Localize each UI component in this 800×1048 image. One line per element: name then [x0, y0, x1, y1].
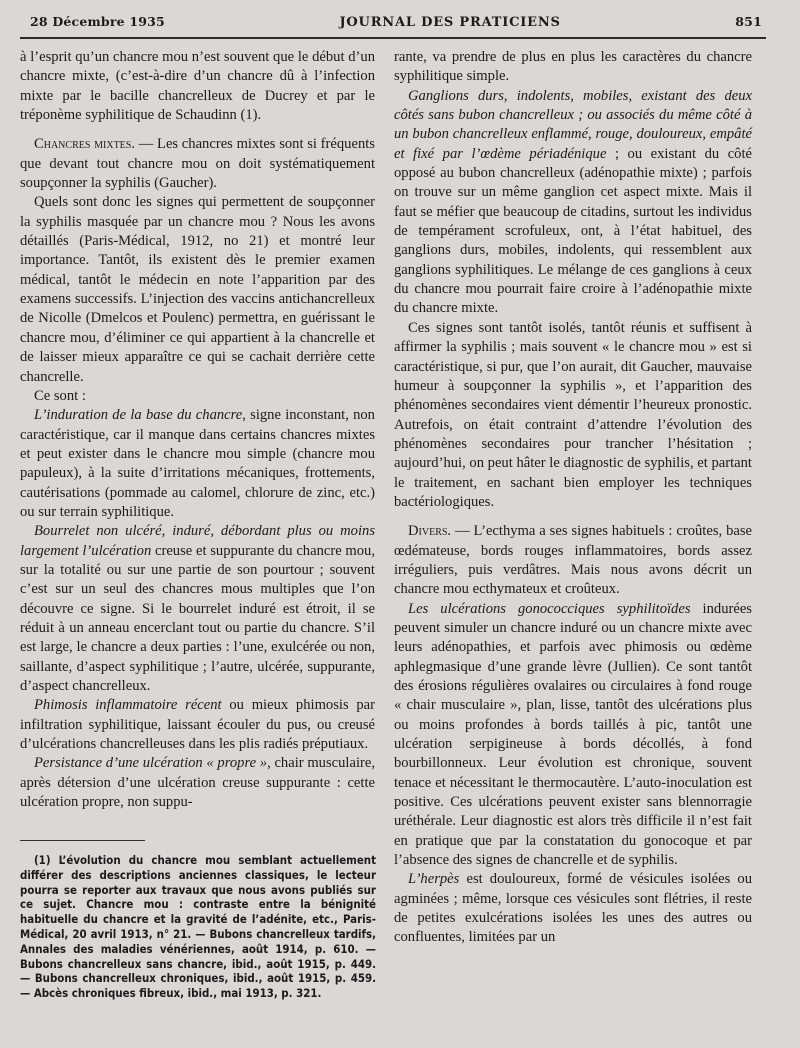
sign-heading: Phimosis inflammatoire récent	[34, 697, 222, 714]
paragraph-text: ; ou existant du côté opposé au bubon chancrelleux (adénopathie mixte) ; parfois on trouve sur un même ganglion cet aspect mixte. Mais il faut se méfier que beaucoup de citadins, surtout les individus de tempérament scrofuleux, ont, à l’état habituel, des ganglions durs, mobiles, indolents, qui ressemblent aux ganglions syphilitiques. Le mélange de ces ganglions à ceux du chancre mou pourrait faire croire à l’adénopathie mixte du chancre mixte.	[394, 145, 752, 317]
paragraph-bourrelet	[20, 522, 375, 696]
sign-heading: L’herpès	[408, 871, 460, 888]
paragraph-text: — Les chancres mixtes sont si fréquents que devant tout chancre mou on doit systématiquement soupçonner la syphilis (Gaucher).	[20, 136, 375, 192]
sign-heading: Ganglions durs, indolents, mobiles, existant des deux côtés sans bubon chancrelleux ; ou associés du même côté à un bubon chancrelleux enflammé, rouge, douloureux, empâté et fixé par l’œdème périadénique	[394, 87, 752, 162]
paragraph-chancres-mixtes	[20, 135, 375, 193]
section-heading: Chancres mixtes.	[34, 136, 135, 153]
paragraph-ulcerations	[394, 600, 752, 871]
sign-heading: L’induration de la base du chancre	[34, 407, 243, 424]
paragraph: à l’esprit qu’un chancre mou n’est souvent que le début d’un chancre mixte, (c’est-à-dire d’un chancre dû à l’infection mixte par le bacille chancrelleux de Ducrey et par le tréponème syphilitique de Schaudinn (1).	[20, 49, 375, 124]
paragraph-herpes	[394, 870, 752, 947]
paragraph: Quels sont donc les signes qui permettent de soupçonner la syphilis masquée par un chancre mou ? Nous les avons détaillés (Paris-Médical, 1912, no 21) et montré leur importance. Tantôt, ils existent dès le premier examen médical, tantôt le médecin en note l’apparition par des examens successifs. L’injection des vaccins antichancrelleux de Nicolle (Dmelcos et Poulenc) permettra, en guérissant le chancre mou, d’éliminer ce qui appartient à la chancrelle et de laisser mieux apparaître ce qui se cachait derrière cette chancrelle.	[20, 194, 375, 385]
sign-heading: Bourrelet non ulcéré, induré, débordant plus ou moins largement l’ulcération	[20, 523, 375, 559]
footnote-rule	[20, 840, 145, 841]
paragraph-text: creuse et suppurante du chancre mou, sur la totalité ou sur une partie de son pourtour ; souvent c’est sur un seul des chancres mous multiples que l’on découvre ce signe. Si le bourrelet induré est étroit, il se réduit à un anneau encerclant tout ou partie du chancre. S’il est large, le chancre a deux parties : l’une, exulcérée ou non, saillante, d’aspect syphilitique ; l’autre, ulcérée, suppurante, d’aspect chancrelleux.	[20, 542, 375, 694]
section-heading: Divers.	[408, 523, 452, 540]
footnote	[20, 853, 376, 1001]
paragraph-persistance	[20, 754, 375, 812]
sign-heading: Persistance d’une ulcération « propre »	[34, 755, 268, 772]
footnote-text: (1) L’évolution du chancre mou semblant actuellement différer des descriptions anciennes classiques, le lecteur pourra se reporter aux travaux que nous avons publiés sur ce sujet. Chancre mou : contraste entre la bénignité habituelle du chancre et la gravité de l’adénite, etc., Paris-Médical, 20 avril 1913, n° 21. — Bubons chancrelleux tardifs, Annales des maladies vénériennes, août 1914, p. 610. — Bubons chancrelleux sans chancre, ibid., août 1915, p. 449. — Bubons chancrelleux chroniques, ibid., août 1915, p. 459. — Abcès chroniques fibreux, ibid., mai 1913, p. 321.	[20, 853, 376, 1001]
paragraph-induration	[20, 406, 375, 522]
running-header	[30, 14, 762, 34]
paragraph-text: — L’ecthyma a ses signes habituels : croûtes, base œdémateuse, bords rouges inflammatoires, bords assez irréguliers, puis verdâtres. Mais nous avons décrit un chancre mou ecthymateux et croûteux.	[394, 523, 752, 598]
paragraph: rante, va prendre de plus en plus les caractères du chancre syphilitique simple.	[394, 49, 752, 85]
header-rule	[20, 37, 766, 39]
paragraph: Ces signes sont tantôt isolés, tantôt réunis et suffisent à affirmer la syphilis ; mais souvent « le chancre mou » est si caractéristique, si pur, que l’on aurait, dit Gaucher, mauvaise humeur à soupçonner la syphilis », et l’apparition des phénomènes secondaires vient démentir l’heureux pronostic. Autrefois, on était contraint d’attendre l’évolution des phénomènes secondaires pour trancher l’hésitation ; aujourd’hui, on peut hâter le diagnostic de syphilis, et partant le traitement, en sachant bien employer les techniques bactériologiques.	[394, 319, 752, 510]
page-number: 851	[735, 14, 762, 29]
paragraph-text: est douloureux, formé de vésicules isolées ou agminées ; même, lorsque ces vésicules sont flétries, il reste de petites exulcérations isolées les unes des autres ou confluentes, limitées par un	[394, 871, 752, 946]
paragraph-text: , signe inconstant, non caractéristique, car il manque dans certains chancres mixtes et peut exister dans le chancre mou simple (chancre mou papuleux), à la suite d’irritations mécaniques, frottements, cautérisations (pommade au calomel, chlorure de zinc, etc.) ou sur terrain syphilitique.	[20, 407, 375, 520]
paragraph: Ce sont :	[34, 387, 86, 404]
paragraph-text: ou mieux phimosis par infiltration syphilitique, laissant écouler du pus, ou creusé d’ulcérations chancrelleuses dans les plis radiés préputiaux.	[20, 697, 375, 753]
sign-heading: Les ulcérations gonococciques syphilitoïdes	[408, 600, 691, 617]
paragraph-text: , chair musculaire, après détersion d’une ulcération creuse suppurante : cette ulcération propre, non suppu-	[20, 755, 376, 811]
paragraph-divers	[394, 522, 752, 599]
right-column	[394, 48, 752, 948]
left-column	[20, 48, 375, 812]
paragraph-ganglions	[394, 87, 752, 319]
paragraph-text: indurées peuvent simuler un chancre induré ou un chancre mixte avec leurs adénopathies, et parfois avec phimosis ou œdème aphlegmasique d’une grande lèvre (Jullien). Ce sont tantôt des érosions régulières ovalaires ou circulaires à fond rouge « chair musculaire », plan, lisse, tantôt des ulcérations plus ou moins profondes à bords taillés à pic, tantôt une ulcération serpigineuse à bords décollés, à fond bourbillonneux. Leur évolution est chronique, souvent tenace et nécessitant le thermocautère. L’auto-inoculation est positive. Ces ulcérations peuvent exister sans blennorragie uréthérale. Leur diagnostic est alors très difficile il n’est fait en pratique que par la constatation du gonocoque et par l’absence des signes de chancrelle et de syphilis.	[394, 600, 752, 869]
paragraph-phimosis	[20, 696, 375, 754]
journal-title: JOURNAL DES PRATICIENS	[339, 15, 561, 30]
header-date: 28 Décembre 1935	[30, 14, 165, 29]
